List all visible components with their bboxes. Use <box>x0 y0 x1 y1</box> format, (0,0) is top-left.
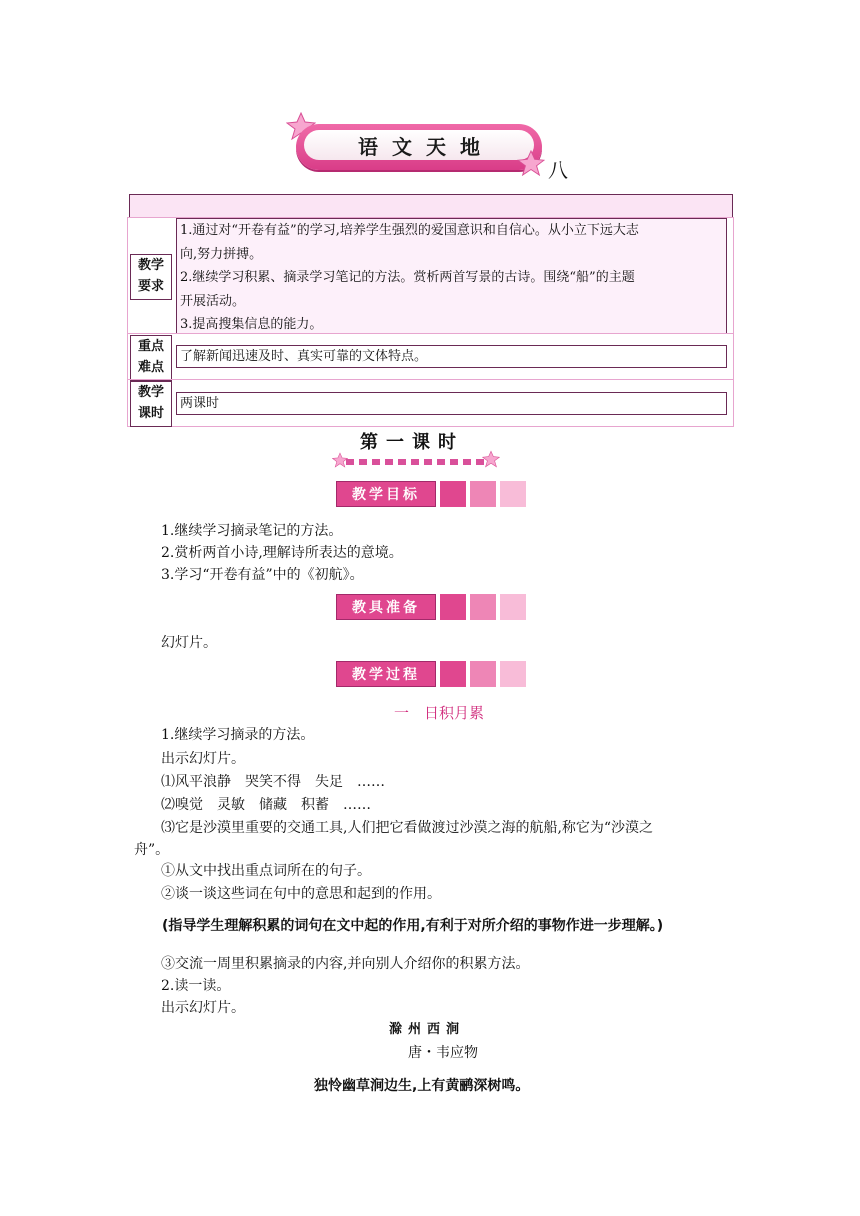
teacher-note: (指导学生理解积累的词句在文中起的作用,有利于对所介绍的事物作进一步理解。) <box>162 918 664 934</box>
table-header-bar <box>129 194 733 218</box>
section-tag-process: 教学过程 <box>336 661 436 687</box>
row-label: 教学 课时 <box>130 381 172 427</box>
goal-item: 1.继续学习摘录笔记的方法。 <box>161 523 343 539</box>
table-row <box>127 217 734 334</box>
section-tag-tools: 教具准备 <box>336 594 436 620</box>
poem-author: 唐・韦应物 <box>408 1045 478 1061</box>
body-paragraph: ①从文中找出重点词所在的句子。 <box>161 863 371 879</box>
body-paragraph: ③交流一周里积累摘录的内容,并向别人介绍你的积累方法。 <box>161 956 530 972</box>
decorative-square <box>440 661 466 687</box>
row-content: 两课时 <box>176 392 727 415</box>
table-row <box>127 333 734 380</box>
decorative-square <box>470 594 496 620</box>
page-title: 语文天地 <box>358 134 494 159</box>
decorative-divider <box>346 459 484 465</box>
body-paragraph: ⑵嗅觉 灵敏 储藏 积蓄 …… <box>161 797 371 813</box>
decorative-square <box>500 594 526 620</box>
decorative-square <box>500 481 526 507</box>
body-paragraph: ⑴风平浪静 哭笑不得 失足 …… <box>161 774 385 790</box>
row-label: 重点 难点 <box>130 335 172 381</box>
decorative-square <box>440 594 466 620</box>
poem-line: 独怜幽草涧边生,上有黄鹂深树鸣。 <box>314 1078 530 1094</box>
row-content: 1.通过对“开卷有益”的学习,培养学生强烈的爱国意识和自信心。从小立下远大志 向,努力拼搏。 2.继续学习积累、摘录学习笔记的方法。赏析两首写景的古诗。围绕“船”的主题 开展活动。 3.提高搜集信息的能力。 <box>176 218 727 334</box>
tools-text: 幻灯片。 <box>161 635 217 651</box>
process-heading: 一 日积月累 <box>394 704 485 722</box>
decorative-square <box>470 481 496 507</box>
goal-item: 2.赏析两首小诗,理解诗所表达的意境。 <box>161 545 403 561</box>
goal-item: 3.学习“开卷有益”中的《初航》。 <box>161 567 364 583</box>
body-paragraph: 出示幻灯片。 <box>161 751 245 767</box>
title-suffix: 八 <box>548 158 568 182</box>
star-icon <box>482 450 500 468</box>
body-paragraph: ②谈一谈这些词在句中的意思和起到的作用。 <box>161 886 441 902</box>
body-paragraph: 舟”。 <box>134 842 170 858</box>
row-label: 教学 要求 <box>130 254 172 300</box>
body-paragraph: 出示幻灯片。 <box>161 1000 245 1016</box>
star-icon <box>517 150 545 176</box>
decorative-square <box>470 661 496 687</box>
section-tag-goals: 教学目标 <box>336 481 436 507</box>
row-content: 了解新闻迅速及时、真实可靠的文体特点。 <box>176 345 727 368</box>
lesson-title: 第一课时 <box>360 432 464 453</box>
decorative-square <box>440 481 466 507</box>
title-banner <box>296 124 542 170</box>
decorative-square <box>500 661 526 687</box>
body-paragraph: 2.读一读。 <box>161 978 231 994</box>
body-paragraph: 1.继续学习摘录的方法。 <box>161 727 315 743</box>
table-row <box>127 379 734 427</box>
poem-title: 滁州西涧 <box>389 1022 466 1037</box>
body-paragraph: ⑶它是沙漠里重要的交通工具,人们把它看做渡过沙漠之海的航船,称它为“沙漠之 <box>161 820 654 836</box>
